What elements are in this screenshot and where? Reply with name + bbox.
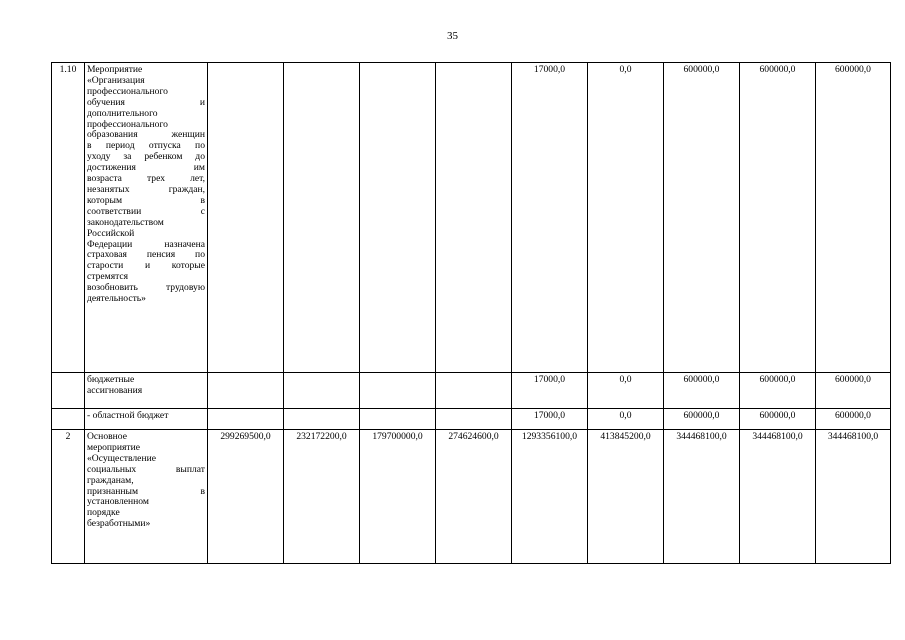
row-description-cell [85, 63, 208, 373]
description-line: профессионального [87, 118, 168, 130]
value-cell: 600000,0 [664, 63, 740, 373]
value-cell: 600000,0 [664, 373, 740, 409]
description-line: соответствии с [87, 205, 205, 217]
value-cell: 0,0 [588, 373, 664, 409]
description-line: дополнительного [87, 107, 158, 119]
value-cell: 344468100,0 [740, 430, 816, 564]
table-row [52, 430, 891, 564]
value-cell: 344468100,0 [664, 430, 740, 564]
value-cell: 17000,0 [512, 63, 588, 373]
value-cell: 600000,0 [816, 373, 891, 409]
description-line: признанным в [87, 485, 205, 497]
description-line: гражданам, [87, 474, 134, 486]
value-cell: 299269500,0 [208, 430, 284, 564]
value-cell: 1293356100,0 [512, 430, 588, 564]
description-line: установленном [87, 496, 149, 508]
value-cell: 179700000,0 [360, 430, 436, 564]
budget-table [51, 62, 891, 564]
description-line: Мероприятие [87, 64, 143, 75]
description-line: деятельность» [87, 293, 146, 305]
value-cell [360, 373, 436, 409]
value-cell: 600000,0 [740, 373, 816, 409]
value-cell [284, 373, 360, 409]
description-line: уходу за ребенком до [87, 151, 205, 163]
value-cell: 600000,0 [816, 409, 891, 430]
value-cell [208, 409, 284, 430]
row-code-cell [52, 409, 85, 430]
value-cell [284, 63, 360, 373]
row-code-cell [52, 373, 85, 409]
table-row [52, 63, 891, 373]
description-line: которым в [87, 194, 205, 206]
description-line: профессионального [87, 85, 168, 97]
value-cell [436, 409, 512, 430]
table-row [52, 373, 891, 409]
description-line: обучения и [87, 96, 205, 108]
description-line: Основное [87, 431, 127, 442]
value-cell [436, 373, 512, 409]
value-cell: 600000,0 [740, 63, 816, 373]
value-cell: 344468100,0 [816, 430, 891, 564]
row-code-cell: 2 [52, 430, 85, 564]
description-line: возобновить трудовую [87, 282, 205, 294]
value-cell [436, 63, 512, 373]
row-description-cell [85, 373, 208, 409]
description-line: безработными» [87, 518, 151, 530]
description-line: социальных выплат [87, 463, 205, 475]
value-cell: 0,0 [588, 63, 664, 373]
page-number: 35 [447, 30, 458, 42]
value-cell: 17000,0 [512, 373, 588, 409]
table-row [52, 409, 891, 430]
description-line: достижения им [87, 162, 205, 174]
description-line: - областной бюджет [87, 410, 169, 421]
value-cell: 17000,0 [512, 409, 588, 430]
value-cell: 600000,0 [664, 409, 740, 430]
description-line: бюджетные [87, 374, 135, 385]
description-line: ассигнования [87, 384, 143, 396]
description-line: «Организация [87, 74, 145, 86]
description-line: в период отпуска по [87, 140, 205, 152]
value-cell: 274624600,0 [436, 430, 512, 564]
description-line: законодательством [87, 216, 164, 228]
description-line: мероприятие [87, 441, 140, 453]
description-line: Российской [87, 227, 135, 239]
row-description-cell [85, 430, 208, 564]
description-line: стремятся [87, 271, 129, 283]
description-line: Федерации назначена [87, 238, 205, 250]
description-line: незанятых граждан, [87, 183, 205, 195]
value-cell [360, 409, 436, 430]
description-line: порядке [87, 507, 120, 519]
description-line: «Осуществление [87, 452, 156, 464]
row-description-cell [85, 409, 208, 430]
row-code-cell: 1.10 [52, 63, 85, 373]
value-cell: 600000,0 [816, 63, 891, 373]
value-cell [208, 373, 284, 409]
value-cell: 413845200,0 [588, 430, 664, 564]
value-cell: 600000,0 [740, 409, 816, 430]
value-cell [284, 409, 360, 430]
value-cell: 232172200,0 [284, 430, 360, 564]
description-line: возраста трех лет, [87, 173, 205, 185]
value-cell: 0,0 [588, 409, 664, 430]
description-line: старости и которые [87, 260, 205, 272]
value-cell [208, 63, 284, 373]
description-line: образования женщин [87, 129, 205, 141]
value-cell [360, 63, 436, 373]
description-line: страховая пенсия по [87, 249, 205, 261]
